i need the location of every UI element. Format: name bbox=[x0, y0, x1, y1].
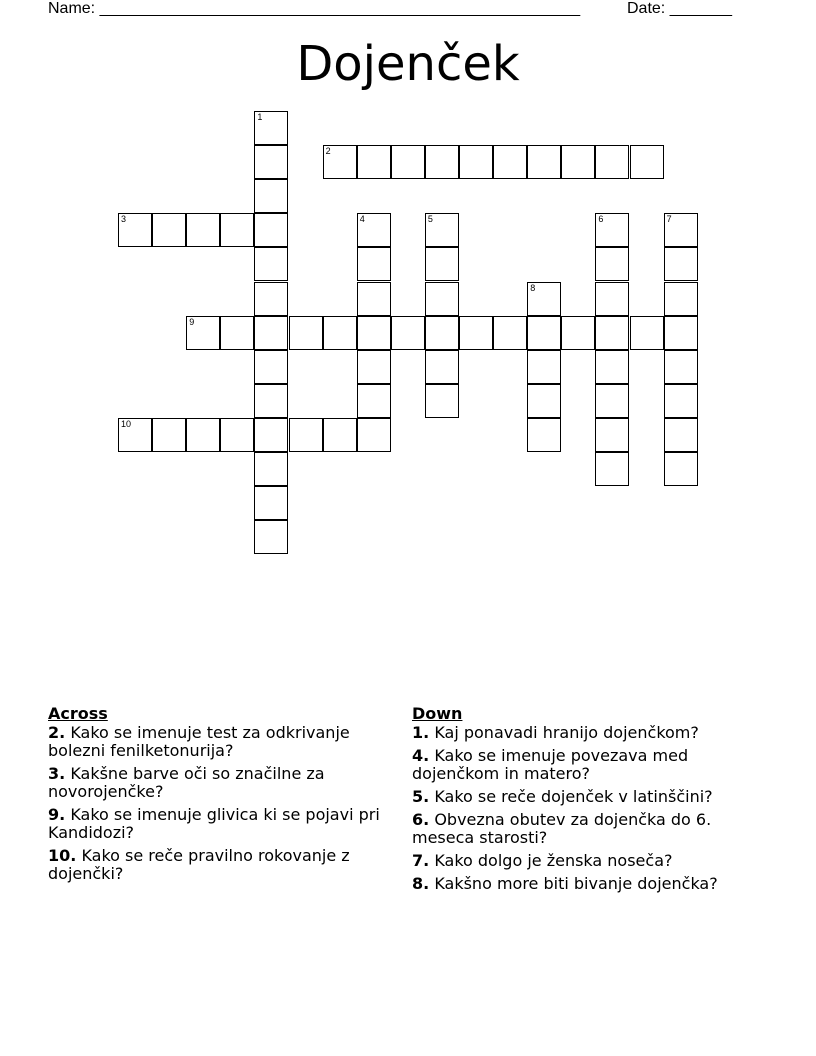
crossword-cell[interactable] bbox=[493, 316, 527, 350]
clue-text: Kaj ponavadi hranijo dojenčkom? bbox=[434, 723, 699, 742]
crossword-cell[interactable] bbox=[664, 247, 698, 281]
clue-text: Kako se reče dojenček v latinščini? bbox=[434, 787, 713, 806]
clue-text: Kakšne barve oči so značilne za novorojenčke? bbox=[48, 764, 325, 801]
crossword-cell[interactable] bbox=[459, 145, 493, 179]
crossword-cell[interactable] bbox=[254, 247, 288, 281]
clue-number: 6. bbox=[412, 810, 430, 829]
crossword-cell[interactable] bbox=[664, 316, 698, 350]
crossword-cell[interactable] bbox=[595, 247, 629, 281]
crossword-cell[interactable] bbox=[357, 247, 391, 281]
crossword-cell[interactable] bbox=[664, 350, 698, 384]
crossword-cell[interactable] bbox=[152, 418, 186, 452]
clue-number: 9. bbox=[48, 805, 66, 824]
crossword-cell[interactable] bbox=[664, 384, 698, 418]
crossword-cell[interactable] bbox=[527, 350, 561, 384]
down-clue bbox=[412, 747, 772, 783]
crossword-cell[interactable] bbox=[186, 316, 220, 350]
crossword-cell[interactable] bbox=[254, 145, 288, 179]
crossword-cell[interactable] bbox=[254, 418, 288, 452]
crossword-cell[interactable] bbox=[664, 418, 698, 452]
clue-text: Kako se imenuje povezava med dojenčkom in matero? bbox=[412, 746, 689, 783]
crossword-cell[interactable] bbox=[152, 213, 186, 247]
clue-text: Kakšno more biti bivanje dojenčka? bbox=[434, 874, 718, 893]
clue-number-label: 4 bbox=[359, 214, 365, 225]
crossword-cell[interactable] bbox=[254, 452, 288, 486]
crossword-cell[interactable] bbox=[425, 247, 459, 281]
crossword-cell[interactable] bbox=[186, 213, 220, 247]
name-line: Name: ______________________________________________________ bbox=[48, 0, 581, 17]
clue-number: 5. bbox=[412, 787, 430, 806]
crossword-cell[interactable] bbox=[254, 213, 288, 247]
crossword-cell[interactable] bbox=[254, 350, 288, 384]
clue-text: Kako se reče pravilno rokovanje z dojenčki? bbox=[48, 846, 350, 883]
crossword-cell[interactable] bbox=[595, 384, 629, 418]
crossword-cell[interactable] bbox=[595, 452, 629, 486]
crossword-cell[interactable] bbox=[664, 452, 698, 486]
down-clues bbox=[412, 704, 772, 898]
crossword-cell[interactable] bbox=[323, 316, 357, 350]
crossword-cell[interactable] bbox=[595, 282, 629, 316]
crossword-cell[interactable] bbox=[357, 418, 391, 452]
crossword-cell[interactable] bbox=[254, 384, 288, 418]
down-clue bbox=[412, 724, 772, 742]
date-line: Date: _______ bbox=[627, 0, 732, 17]
clue-number-label: 10 bbox=[121, 418, 132, 429]
clue-number-label: 5 bbox=[427, 214, 433, 225]
across-clue bbox=[48, 806, 398, 842]
clue-number: 1. bbox=[412, 723, 430, 742]
crossword-cell[interactable] bbox=[220, 418, 254, 452]
crossword-cell[interactable] bbox=[357, 350, 391, 384]
crossword-cell[interactable] bbox=[595, 350, 629, 384]
crossword-cell[interactable] bbox=[425, 316, 459, 350]
down-clue bbox=[412, 875, 772, 893]
clue-number: 2. bbox=[48, 723, 66, 742]
clue-number: 7. bbox=[412, 851, 430, 870]
crossword-cell[interactable] bbox=[527, 145, 561, 179]
crossword-cell[interactable] bbox=[664, 282, 698, 316]
crossword-cell[interactable] bbox=[357, 282, 391, 316]
crossword-cell[interactable] bbox=[527, 282, 561, 316]
page-title: Dojenček bbox=[296, 36, 520, 92]
crossword-cell[interactable] bbox=[118, 418, 152, 452]
crossword-cell[interactable] bbox=[425, 213, 459, 247]
crossword-cell[interactable] bbox=[118, 213, 152, 247]
crossword-cell[interactable] bbox=[186, 418, 220, 452]
crossword-cell[interactable] bbox=[220, 316, 254, 350]
crossword-cell[interactable] bbox=[254, 282, 288, 316]
clue-number-label: 1 bbox=[257, 112, 263, 122]
clue-number-label: 2 bbox=[325, 146, 331, 157]
crossword-cell[interactable] bbox=[254, 179, 288, 213]
down-clue bbox=[412, 811, 772, 847]
across-clue bbox=[48, 724, 398, 760]
across-clue bbox=[48, 847, 398, 883]
across-clues bbox=[48, 704, 398, 888]
crossword-cell[interactable] bbox=[323, 418, 357, 452]
down-clue bbox=[412, 852, 772, 870]
crossword-cell[interactable] bbox=[425, 145, 459, 179]
clue-text: Kako se imenuje test za odkrivanje bolezni fenilketonurija? bbox=[48, 723, 350, 760]
crossword-cell[interactable] bbox=[425, 384, 459, 418]
crossword-cell[interactable] bbox=[289, 316, 323, 350]
crossword-cell[interactable] bbox=[527, 384, 561, 418]
crossword-cell[interactable] bbox=[595, 145, 629, 179]
crossword-cell[interactable] bbox=[357, 316, 391, 350]
clue-number: 3. bbox=[48, 764, 66, 783]
crossword-cell[interactable] bbox=[425, 350, 459, 384]
crossword-cell[interactable] bbox=[664, 213, 698, 247]
crossword-cell[interactable] bbox=[595, 213, 629, 247]
crossword-cell[interactable] bbox=[561, 145, 595, 179]
clue-number: 10. bbox=[48, 846, 77, 865]
crossword-cell[interactable] bbox=[595, 316, 629, 350]
crossword-cell[interactable] bbox=[630, 145, 664, 179]
clue-number-label: 7 bbox=[666, 214, 672, 225]
clue-number-label: 6 bbox=[598, 214, 604, 225]
crossword-cell[interactable] bbox=[561, 316, 595, 350]
crossword-cell[interactable] bbox=[425, 282, 459, 316]
down-clue bbox=[412, 788, 772, 806]
crossword-cell[interactable] bbox=[391, 145, 425, 179]
crossword-cell[interactable] bbox=[630, 316, 664, 350]
across-clue bbox=[48, 765, 398, 801]
clue-text: Kako dolgo je ženska noseča? bbox=[434, 851, 673, 870]
crossword-cell[interactable] bbox=[254, 520, 288, 554]
crossword-cell[interactable] bbox=[254, 316, 288, 350]
crossword-cell[interactable] bbox=[254, 486, 288, 520]
clue-text: Kako se imenuje glivica ki se pojavi pri Kandidozi? bbox=[48, 805, 380, 842]
crossword-cell[interactable] bbox=[323, 145, 357, 179]
crossword-cell[interactable] bbox=[595, 418, 629, 452]
clue-number: 4. bbox=[412, 746, 430, 765]
across-heading: Across bbox=[48, 704, 108, 723]
crossword-cell[interactable] bbox=[357, 213, 391, 247]
clue-number-label: 9 bbox=[189, 316, 195, 327]
clue-number-label: 8 bbox=[530, 282, 536, 293]
crossword-cell[interactable] bbox=[459, 316, 493, 350]
crossword-cell[interactable] bbox=[527, 316, 561, 350]
clue-text: Obvezna obutev za dojenčka do 6. meseca starosti? bbox=[412, 810, 712, 847]
crossword-cell[interactable] bbox=[527, 418, 561, 452]
crossword-cell[interactable] bbox=[357, 384, 391, 418]
crossword-cell[interactable] bbox=[391, 316, 425, 350]
crossword-cell[interactable] bbox=[493, 145, 527, 179]
down-heading: Down bbox=[412, 704, 463, 723]
crossword-cell[interactable] bbox=[357, 145, 391, 179]
crossword-cell[interactable] bbox=[220, 213, 254, 247]
clue-number: 8. bbox=[412, 874, 430, 893]
crossword-cell[interactable] bbox=[254, 111, 288, 145]
crossword-cell[interactable] bbox=[289, 418, 323, 452]
clue-number-label: 3 bbox=[121, 214, 127, 225]
